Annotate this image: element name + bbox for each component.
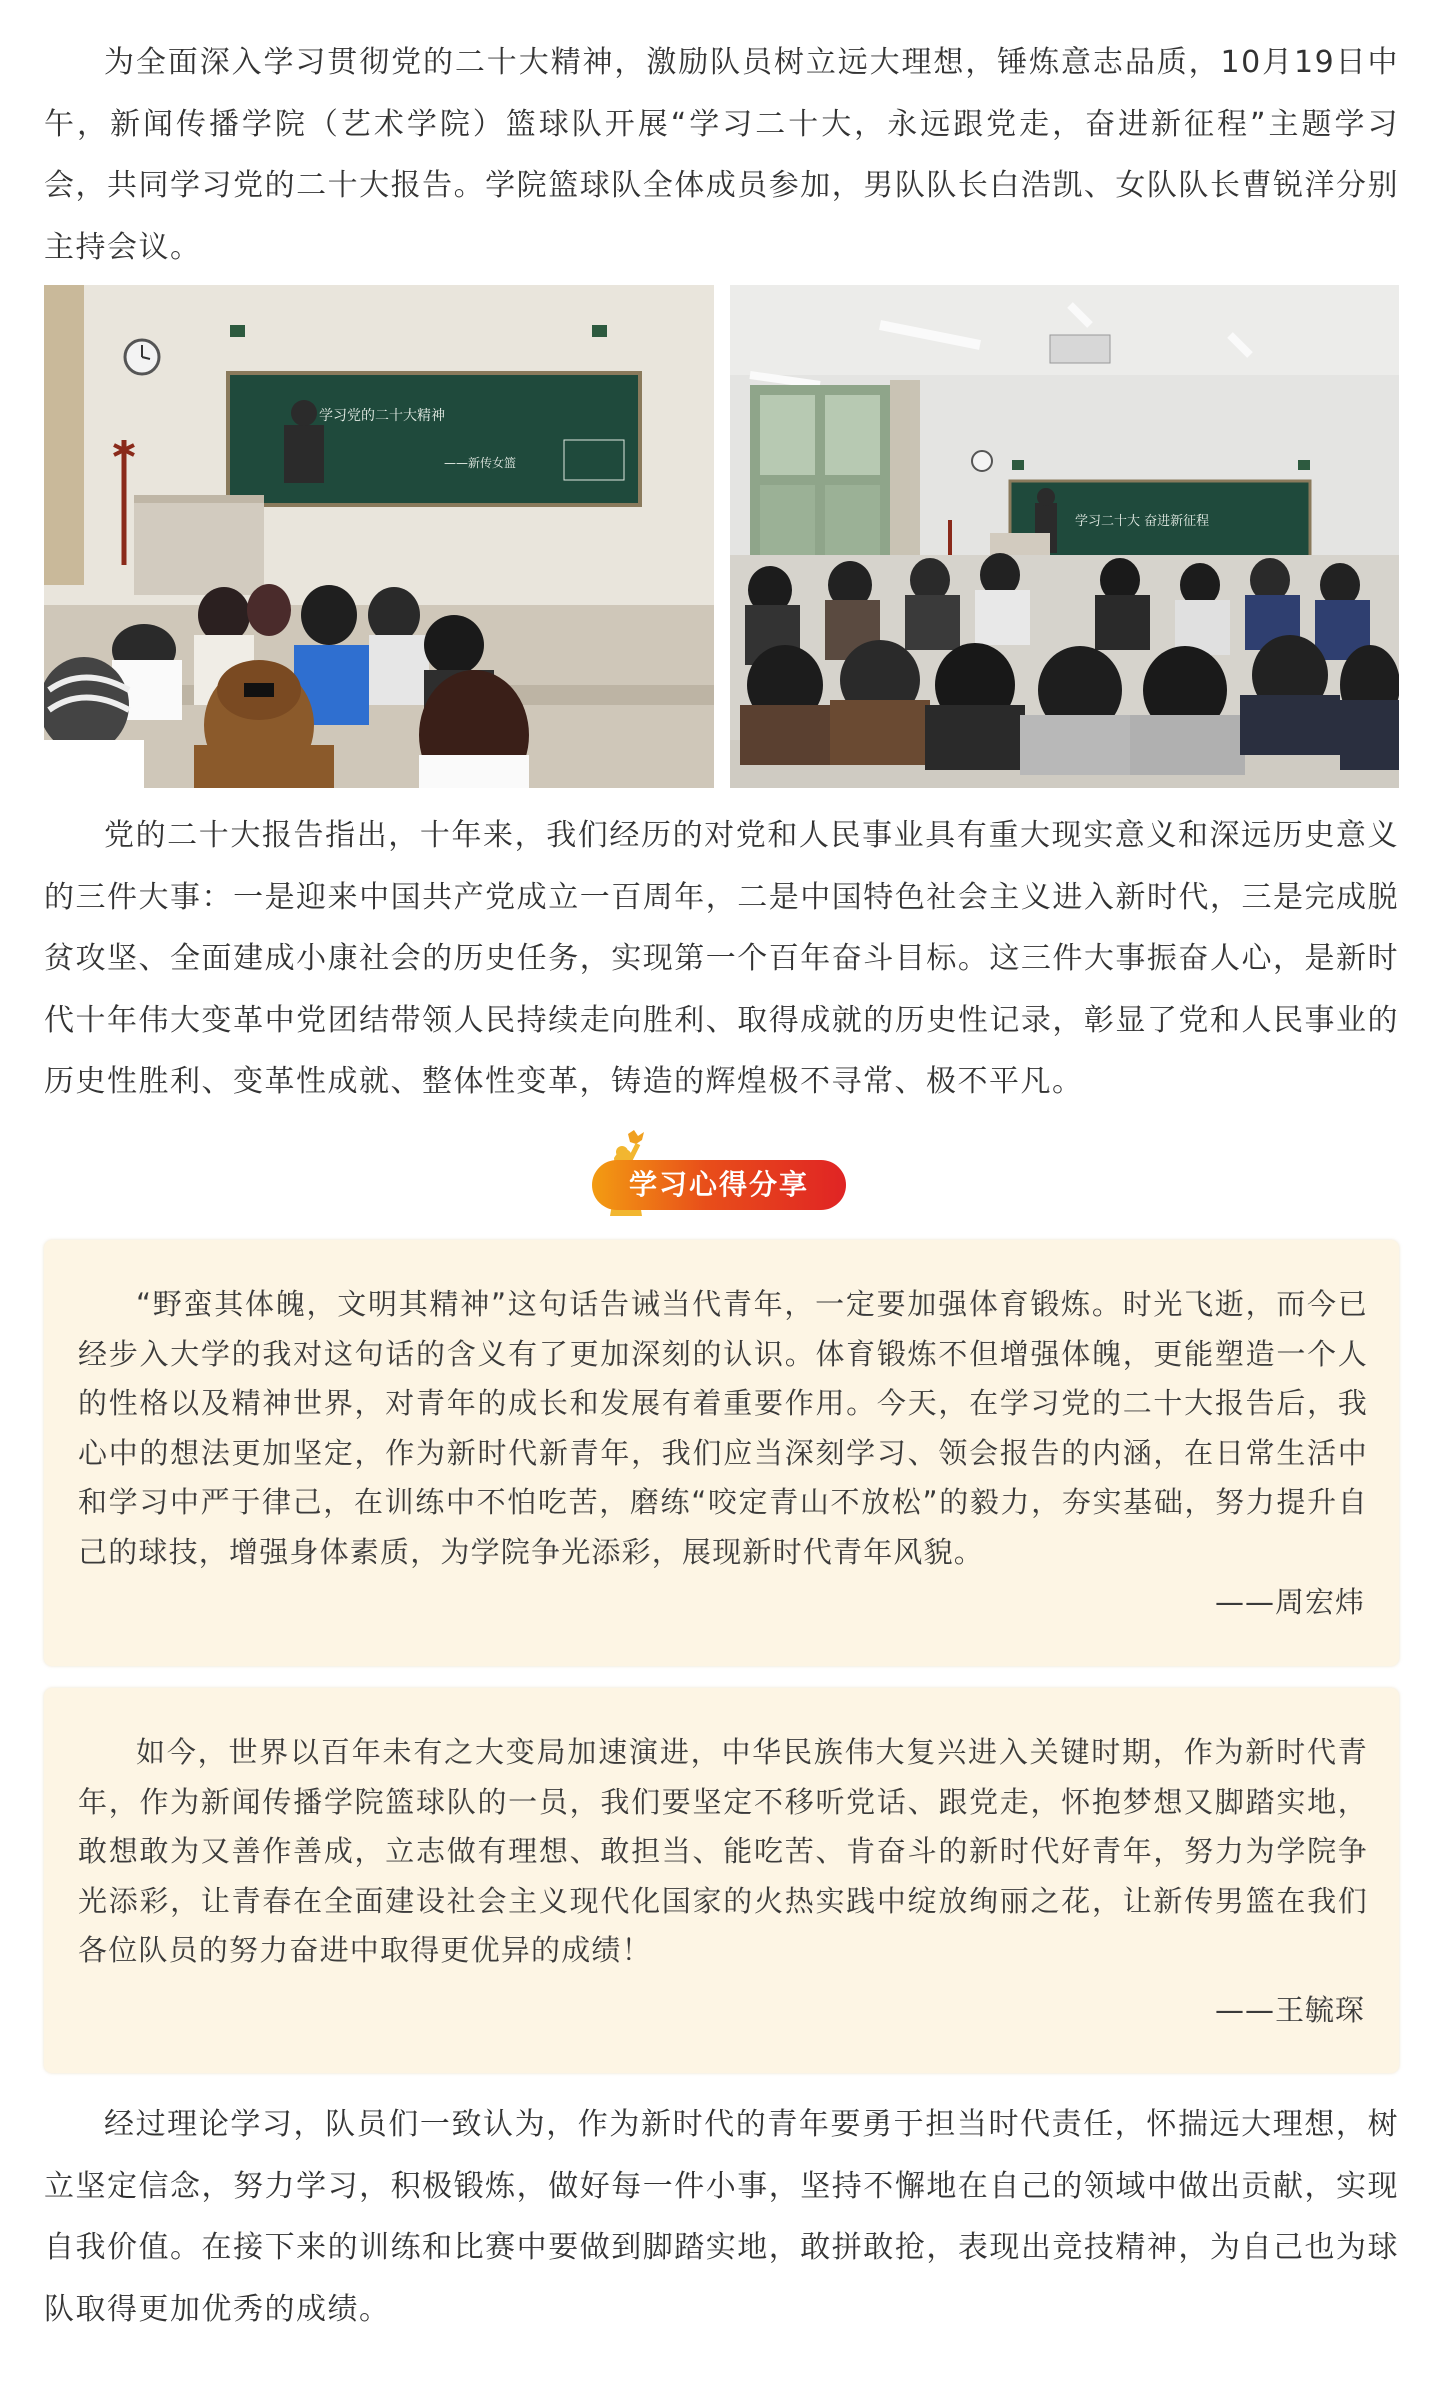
section-header xyxy=(44,1128,1399,1224)
section-title: 学习心得分享 xyxy=(592,1160,846,1210)
right-board-title: 学习二十大 奋进新征程 xyxy=(1075,514,1210,529)
intro-paragraph: 为全面深入学习贯彻党的二十大精神，激励队员树立远大理想，锤炼意志品质，10月19日中午，新闻传播学院（艺术学院）篮球队开展“学习二十大，永远跟党走，奋进新征程”主题学习会，共同学习党的二十大报告。学院篮球队全体成员参加，男队队长白浩凯、女队队长曹锐洋分别主持会议。 xyxy=(44,45,1399,265)
photo-mens-team xyxy=(730,285,1399,788)
report-paragraph: 党的二十大报告指出，十年来，我们经历的对党和人民事业具有重大现实意义和深远历史意义的三件大事：一是迎来中国共产党成立一百周年，二是中国特色社会主义进入新时代，三是完成脱贫攻坚、全面建成小康社会的历史任务，实现第一个百年奋斗目标。这三件大事振奋人心，是新时代十年伟大变革中党团结带领人民持续走向胜利、取得成就的历史性记录，彰显了党和人民事业的历史性胜利、变革性成就、整体性变革，铸造的辉煌极不寻常、极不平凡。 xyxy=(44,818,1399,1099)
sharing-text: “野蛮其体魄，文明其精神”这句话告诫当代青年，一定要加强体育锻炼。时光飞逝，而今已经步入大学的我对这句话的含义有了更加深刻的认识。体育锻炼不但增强体魄，更能塑造一个人的性格以及精神世界，对青年的成长和发展有着重要作用。今天，在学习党的二十大报告后，我心中的想法更加坚定，作为新时代新青年，我们应当深刻学习、领会报告的内涵，在日常生活中和学习中严于律己，在训练中不怕吃苦，磨练“咬定青山不放松”的毅力，夯实基础，努力提升自己的球技，增强身体素质，为学院争光添彩，展现新时代青年风貌。 xyxy=(78,1287,1368,1569)
sharing-signature: ——周宏炜 xyxy=(1214,1585,1365,1619)
photo-row xyxy=(44,285,1399,788)
sharing-text: 如今，世界以百年未有之大变局加速演进，中华民族伟大复兴进入关键时期，作为新时代青年，作为新闻传播学院篮球队的一员，我们要坚定不移听党话、跟党走，怀抱梦想又脚踏实地，敢想敢为又善作善成，立志做有理想、敢担当、能吃苦、肯奋斗的新时代好青年，努力为学院争光添彩，让青春在全面建设社会主义现代化国家的火热实践中绽放绚丽之花，让新传男篮在我们各位队员的努力奋进中取得更优异的成绩！ xyxy=(78,1735,1368,1967)
sharing-card xyxy=(44,1688,1399,2073)
photo-womens-team xyxy=(44,285,714,788)
left-board-sign: ——新传女篮 xyxy=(444,456,517,470)
sharing-card xyxy=(44,1240,1399,1666)
left-board-title: 学习党的二十大精神 xyxy=(319,408,445,424)
sharing-signature: ——王毓琛 xyxy=(1214,1993,1365,2027)
closing-paragraph: 经过理论学习，队员们一致认为，作为新时代的青年要勇于担当时代责任，怀揣远大理想，树立坚定信念，努力学习，积极锻炼，做好每一件小事，坚持不懈地在自己的领域中做出贡献，实现自我价值。在接下来的训练和比赛中要做到脚踏实地，敢拼敢抢，表现出竞技精神，为自己也为球队取得更加优秀的成绩。 xyxy=(44,2107,1399,2327)
